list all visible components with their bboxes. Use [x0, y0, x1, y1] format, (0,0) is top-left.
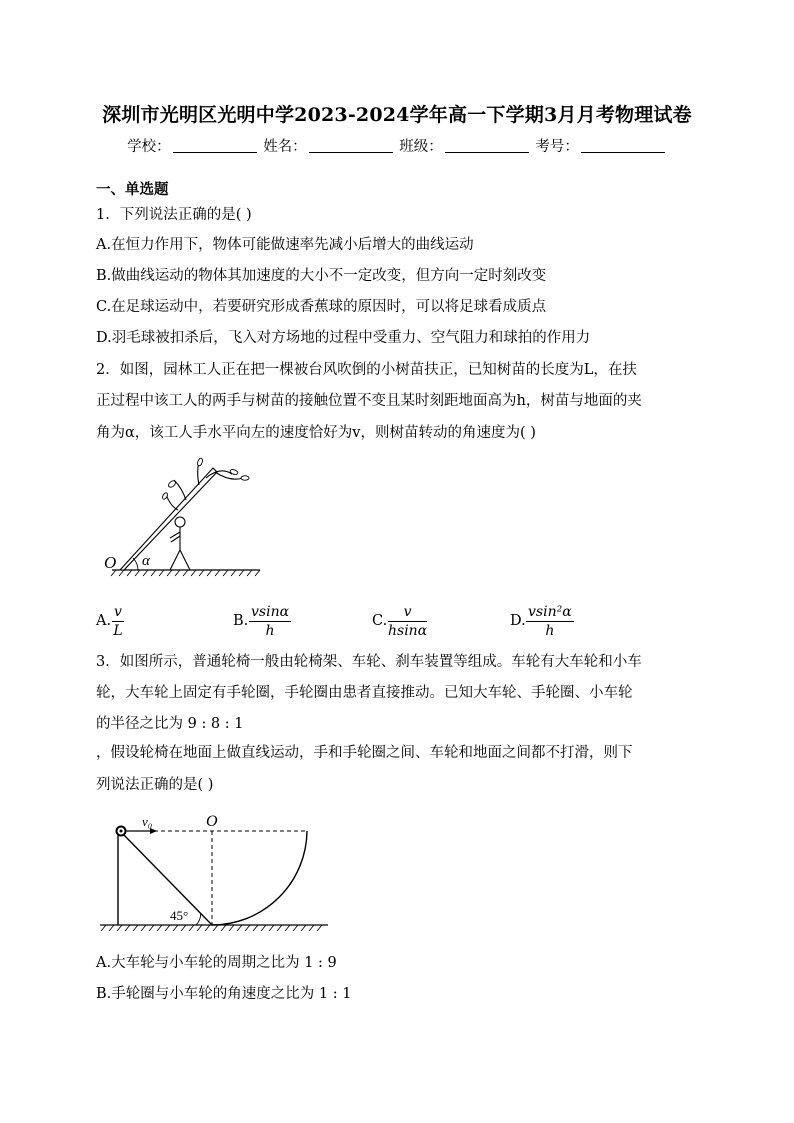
q3-option-b: B.手轮圈与小车轮的角速度之比为 1 : 1: [96, 986, 352, 1002]
q2-stem-line2: 正过程中该工人的两手与树苗的接触位置不变且某时刻距地面高为h，树苗与地面的夹: [96, 393, 642, 409]
q3-stem-line3: 的半径之比为 9 : 8 : 1: [96, 716, 244, 732]
name-label: 姓名：: [263, 139, 307, 155]
q2-option-d-den: h: [545, 623, 555, 639]
q1-stem: 1．下列说法正确的是( ): [96, 207, 252, 223]
q2-option-d-num: vsin²α: [528, 604, 572, 620]
ground-hatch: [101, 925, 322, 931]
q1-option-d: D.羽毛球被扣杀后，飞入对方场地的过程中受重力、空气阻力和球拍的作用力: [96, 330, 591, 346]
page-title: 深圳市光明区光明中学2023-2024学年高一下学期3月月考物理试卷: [102, 104, 692, 126]
q2-option-d-fraction: [526, 604, 574, 640]
q2-option-d-label: D.: [510, 613, 526, 629]
q2-option-b-den: h: [265, 623, 275, 639]
ground-hatch: [111, 570, 260, 576]
q2-option-c-den: hsinα: [388, 623, 428, 639]
school-blank[interactable]: [173, 138, 257, 153]
angle-alpha-label: α: [142, 553, 150, 569]
tree-trunk: [120, 468, 217, 570]
q3-stem-line2: 轮，大车轮上固定有手轮圈，手轮圈由患者直接推动。已知大车轮、手轮圈、小车轮: [96, 685, 633, 701]
q2-figure: [100, 452, 270, 582]
q2-option-a-label: A.: [96, 613, 112, 629]
q2-stem-line1: 2．如图，园林工人正在把一棵被台风吹倒的小树苗扶正，已知树苗的长度为L，在扶: [96, 362, 637, 378]
number-label: 考号：: [535, 139, 579, 155]
semicircle-arc: [212, 831, 307, 925]
worker-figure: [170, 517, 190, 570]
q3-stem-line1: 3．如图所示，普通轮椅一般由轮椅架、车轮、刹车装置等组成。车轮有大车轮和小车: [96, 654, 642, 670]
point-o-label: O: [206, 813, 218, 830]
q2-option-a-fraction: [112, 604, 124, 640]
q2-option-a-num: v: [114, 604, 122, 620]
name-blank[interactable]: [309, 138, 393, 153]
student-info-line: [0, 135, 794, 156]
q3-stem-line4: ，假设轮椅在地面上做直线运动，手和手轮圈之间、车轮和地面之间都不打滑，则下: [96, 745, 633, 761]
q1-option-c: C.在足球运动中，若要研究形成香蕉球的原因时，可以将足球看成质点: [96, 299, 547, 315]
q2-option-a-den: L: [113, 623, 123, 639]
q1-option-b: B.做曲线运动的物体其加速度的大小不一定改变，但方向一定时刻改变: [96, 268, 547, 284]
q3-stem-line5: 列说法正确的是( ): [96, 777, 214, 793]
class-blank[interactable]: [445, 138, 529, 153]
number-blank[interactable]: [581, 138, 665, 153]
q2-option-c-fraction: [388, 604, 427, 640]
q1-option-a: A.在恒力作用下，物体可能做速率先减小后增大的曲线运动: [96, 237, 474, 253]
q2-option-c-label: C.: [372, 613, 388, 629]
point-o-label: O: [104, 553, 117, 572]
q2-option-b-fraction: [249, 604, 291, 640]
section-heading: 一、单选题: [96, 181, 169, 198]
v0-label: v₀: [142, 814, 153, 829]
q2-option-c-num: v: [388, 604, 427, 622]
ball-core: [120, 830, 123, 833]
q2-stem-line3: 角为α，该工人手水平向左的速度恰好为v，则树苗转动的角速度为( ): [96, 425, 536, 441]
q2-option-b-label: B.: [233, 613, 249, 629]
q2-options: [96, 604, 696, 644]
q3-figure: [100, 808, 340, 938]
angle-arc: [196, 914, 201, 925]
school-label: 学校：: [127, 139, 171, 155]
q3-option-a: A.大车轮与小车轮的周期之比为 1 : 9: [96, 955, 337, 971]
q2-option-b-num: vsinα: [251, 604, 290, 620]
incline-line: [122, 833, 212, 925]
class-label: 班级：: [399, 139, 443, 155]
angle-45-label: 45°: [170, 908, 189, 923]
